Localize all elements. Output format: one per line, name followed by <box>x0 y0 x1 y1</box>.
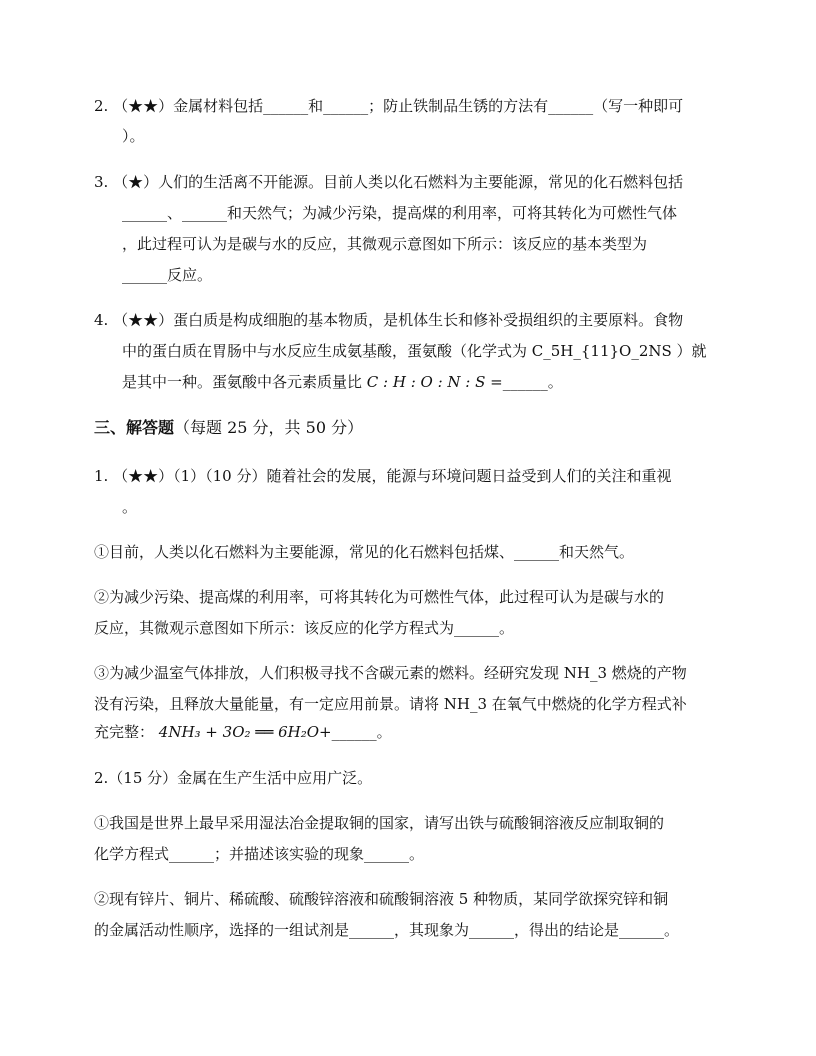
answer-1-part-3-line-2: 没有污染，且释放大量能量，有一定应用前景。请将 NH_3 在氧气中燃烧的化学方程式补 <box>94 695 687 713</box>
answer-1-line-1: 1. （★★）（1）（10 分）随着社会的发展，能源与环境问题日益受到人们的关注和重视 <box>94 467 672 485</box>
question-4-line-2: 中的蛋白质在胃肠中与水反应生成氨基酸，蛋氨酸（化学式为 C_5H_{11}O_2NS ）就 <box>122 342 707 360</box>
ammonia-combustion-equation: 4NH₃ + 3O₂ ══ 6H₂O+ <box>158 723 332 741</box>
answer-1-part-2-line-2: 反应，其微观示意图如下所示：该反应的化学方程式为______。 <box>94 619 515 637</box>
answer-1-line-2: 。 <box>122 498 138 516</box>
section-3-heading <box>94 418 363 438</box>
question-4-line-3 <box>122 372 563 392</box>
answer-1-part-1: ①目前，人类以化石燃料为主要能源，常见的化石燃料包括煤、______和天然气。 <box>94 543 635 561</box>
question-4-answer-blank: =______。 <box>485 373 563 391</box>
answer-2-part-1-line-1: ①我国是世界上最早采用湿法冶金提取铜的国家，请写出铁与硫酸铜溶液反应制取铜的 <box>94 814 665 832</box>
answer-2-part-1-line-2: 化学方程式______；并描述该实验的现象______。 <box>94 845 425 863</box>
answer-1-part-3-prefix: 充完整： <box>94 723 159 741</box>
question-3-line-4: ______反应。 <box>122 266 213 284</box>
question-3-line-1: 3. （★）人们的生活离不开能源。目前人类以化石燃料为主要能源，常见的化石燃料包括 <box>94 173 684 191</box>
answer-1-part-3-line-3 <box>94 722 392 742</box>
answer-1-part-2-line-1: ②为减少污染、提高煤的利用率，可将其转化为可燃性气体，此过程可认为是碳与水的 <box>94 588 665 606</box>
mass-ratio-formula: C : H : O : N : S <box>366 373 486 391</box>
question-2-line-1: 2. （★★）金属材料包括______和______；防止铁制品生锈的方法有______（写一种即可 <box>94 97 684 115</box>
section-3-title: 三、解答题 <box>94 418 175 437</box>
question-3-line-2: ______、______和天然气；为减少污染，提高煤的利用率，可将其转化为可燃性气体 <box>122 204 678 222</box>
question-2-line-2: ）。 <box>122 127 145 145</box>
question-4-line-1: 4. （★★）蛋白质是构成细胞的基本物质，是机体生长和修补受损组织的主要原料。食物 <box>94 311 684 329</box>
answer-2-part-2-line-2: 的金属活动性顺序，选择的一组试剂是______，其现象为______，得出的结论是______。 <box>94 921 680 939</box>
equation-answer-blank: ______。 <box>331 723 392 741</box>
answer-2-line-1: 2.（15 分）金属在生产生活中应用广泛。 <box>94 769 373 787</box>
question-4-line-3-text: 是其中一种。蛋氨酸中各元素质量比 <box>122 373 367 391</box>
question-3-line-3: ，此过程可认为是碳与水的反应，其微观示意图如下所示：该反应的基本类型为 <box>122 235 648 253</box>
answer-1-part-3-line-1: ③为减少温室气体排放，人们积极寻找不含碳元素的燃料。经研究发现 NH_3 燃烧的产物 <box>94 664 687 682</box>
section-3-note: （每题 25 分，共 50 分） <box>174 418 364 437</box>
answer-2-part-2-line-1: ②现有锌片、铜片、稀硫酸、硫酸锌溶液和硫酸铜溶液 5 种物质，某同学欲探究锌和铜 <box>94 890 669 908</box>
